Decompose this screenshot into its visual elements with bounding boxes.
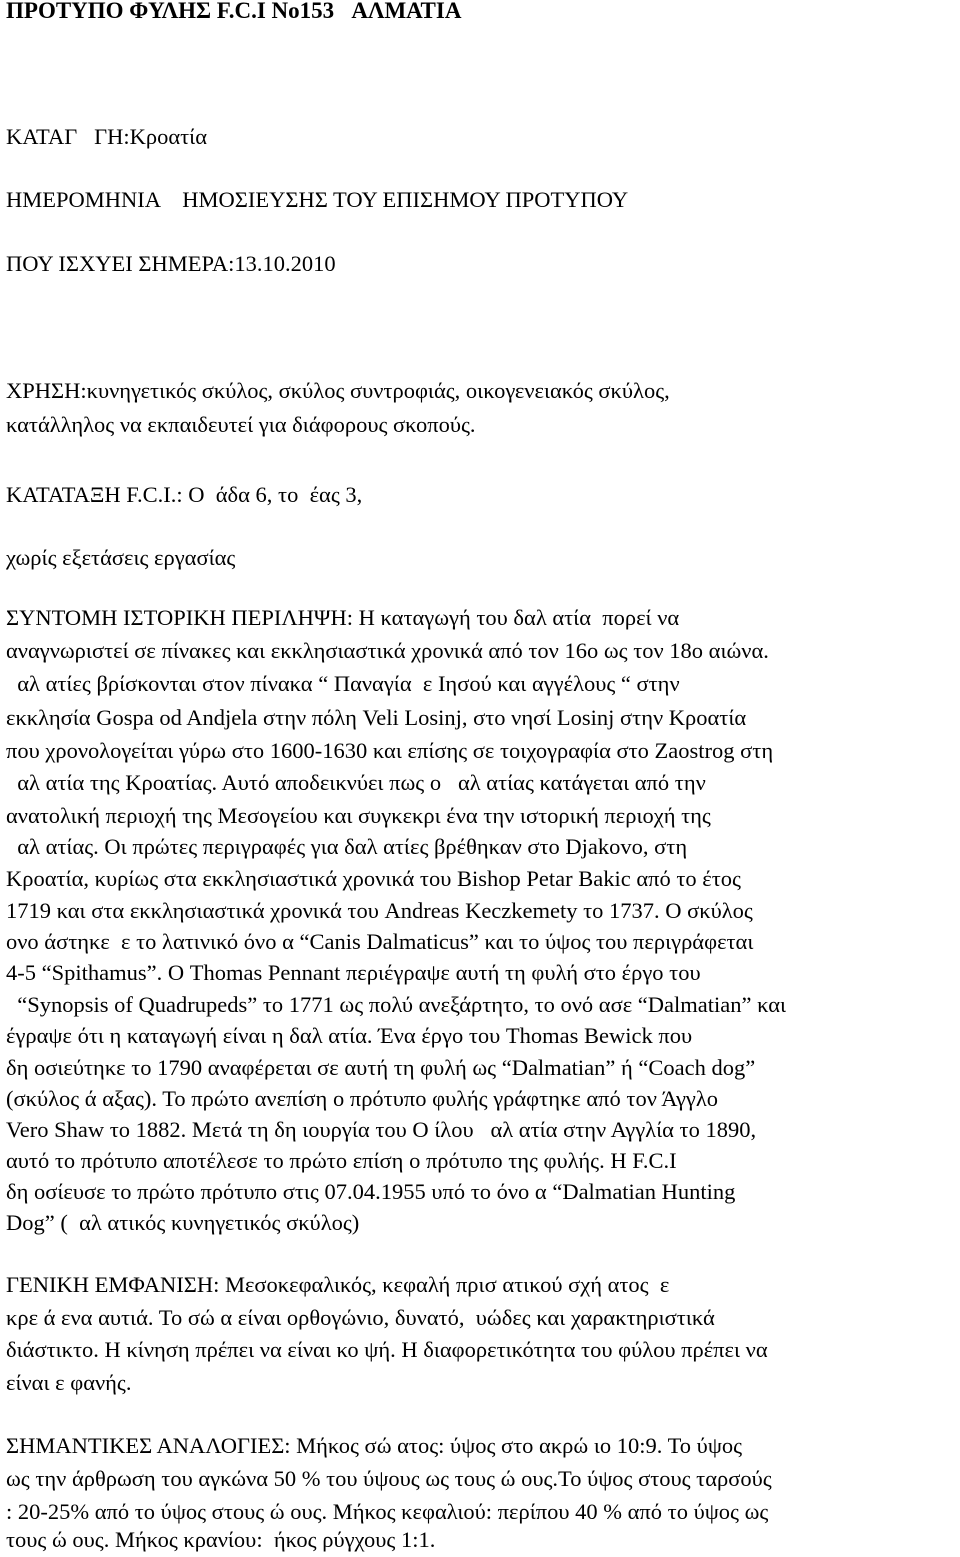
proportions-line: : 20-25% από το ύψος στους ώ ους. Μήκος κεφαλιού: περίπου 40 % από το ύψος ως <box>6 1499 769 1524</box>
classification-line-2: χωρίς εξετάσεις εργασίας <box>6 545 236 570</box>
history-line: αυτό το πρότυπο αποτέλεσε το πρώτο επίση ο πρότυπο της φυλής. Η F.C.I <box>6 1148 677 1173</box>
history-line: Vero Shaw το 1882. Μετά τη δη ιουργία του Ο ίλου αλ ατία στην Αγγλία το 1890, <box>6 1117 757 1142</box>
proportions-line: ΣΗΜΑΝΤΙΚΕΣ ΑΝΑΛΟΓΙΕΣ: Μήκος σώ ατος: ύψος στο ακρώ ιο 10:9. Το ύψος <box>6 1433 743 1458</box>
usage-line-1: ΧΡΗΣΗ:κυνηγετικός σκύλος, σκύλος συντροφιάς, οικογενειακός σκύλος, <box>6 378 670 403</box>
history-line: αναγνωριστεί σε πίνακες και εκκλησιαστικά χρονικά από τον 16ο ως τον 18ο αιώνα. <box>6 638 769 663</box>
proportions-line: ως την άρθρωση του αγκώνα 50 % του ύψους ως τους ώ ους.Το ύψος στους ταρσούς <box>6 1466 772 1491</box>
history-line: αλ ατίας. Οι πρώτες περιγραφές για δαλ ατίες βρέθηκαν στο Djakovo, στη <box>6 834 688 859</box>
history-line: Dog” ( αλ ατικός κυνηγετικός σκύλος) <box>6 1210 360 1235</box>
general-appearance-line: είναι ε φανής. <box>6 1370 132 1395</box>
history-line: εκκλησία Gospa od Andjela στην πόλη Veli Losinj, στο νησί Losinj στην Κροατία <box>6 705 747 730</box>
publication-date-line-2: ΠΟΥ ΙΣΧΥΕΙ ΣΗΜΕΡΑ:13.10.2010 <box>6 251 336 276</box>
history-line: ανατολική περιοχή της Μεσογείου και συγκεκρι ένα την ιστορική περιοχή της <box>6 803 711 828</box>
history-line: 4-5 “Spithamus”. Ο Thomas Pennant περιέγραψε αυτή τη φυλή στο έργο του <box>6 960 701 985</box>
history-line: αλ ατία της Κροατίας. Αυτό αποδεικνύει πως ο αλ ατίας κατάγεται από την <box>6 770 706 795</box>
history-line: που χρονολογείται γύρω στο 1600-1630 και επίσης σε τοιχογραφία στο Zaostrog στη <box>6 738 774 763</box>
general-appearance-line: διάστικτο. Η κίνηση πρέπει να είναι κο ψή. Η διαφορετικότητα του φύλου πρέπει να <box>6 1337 768 1362</box>
origin-line: ΚΑΤΑΓ ΓΗ:Κροατία <box>6 124 208 149</box>
history-line: αλ ατίες βρίσκονται στον πίνακα “ Παναγία ε Ιησού και αγγέλους “ στην <box>6 671 680 696</box>
history-line: ΣΥΝΤΟΜΗ ΙΣΤΟΡΙΚΗ ΠΕΡΙΛΗΨΗ: Η καταγωγή του δαλ ατία πορεί να <box>6 605 680 630</box>
history-line: ονο άστηκε ε το λατινικό όνο α “Canis Dalmaticus” και το ύψος του περιγράφεται <box>6 929 754 954</box>
proportions-line: τους ώ ους. Μήκος κρανίου: ήκος ρύγχους 1:1. <box>6 1527 436 1552</box>
document-title: ΠΡΟΤΥΠΟ ΦΥΛΗΣ F.C.I No153 ΑΛΜΑΤΙΑ <box>6 0 462 23</box>
publication-date-line-1: ΗΜΕΡΟΜΗΝΙΑ ΗΜΟΣΙΕΥΣΗΣ ΤΟΥ ΕΠΙΣΗΜΟΥ ΠΡΟΤΥΠΟΥ <box>6 187 629 212</box>
history-line: “Synopsis of Quadrupeds” το 1771 ως πολύ ανεξάρτητο, το ονό ασε “Dalmatian” και <box>6 992 787 1017</box>
usage-line-2: κατάλληλος να εκπαιδευτεί για διάφορους σκοπούς. <box>6 412 476 437</box>
history-line: δη οσιεύτηκε το 1790 αναφέρεται σε αυτή τη φυλή ως “Dalmatian” ή “Coach dog” <box>6 1055 756 1080</box>
general-appearance-line: κρε ά ενα αυτιά. Το σώ α είναι ορθογώνιο, δυνατό, υώδες και χαρακτηριστικά <box>6 1305 715 1330</box>
classification-line-1: ΚΑΤΑΤΑΞΗ F.C.I.: Ο άδα 6, το έας 3, <box>6 482 363 507</box>
history-line: δη οσίευσε το πρώτο πρότυπο στις 07.04.1955 υπό το όνο α “Dalmatian Hunting <box>6 1179 736 1204</box>
history-line: Κροατία, κυρίως στα εκκλησιαστικά χρονικά του Bishop Petar Bakic από το έτος <box>6 866 741 891</box>
history-line: έγραψε ότι η καταγωγή είναι η δαλ ατία. Ένα έργο του Thomas Bewick που <box>6 1023 693 1048</box>
history-line: (σκύλος ά αξας). Το πρώτο ανεπίση ο πρότυπο φυλής γράφτηκε από τον Άγγλο <box>6 1086 719 1111</box>
general-appearance-line: ΓΕΝΙΚΗ ΕΜΦΑΝΙΣΗ: Μεσοκεφαλικός, κεφαλή πρισ ατικού σχή ατος ε <box>6 1272 670 1297</box>
history-line: 1719 και στα εκκλησιαστικά χρονικά του Andreas Keczkemety το 1737. Ο σκύλος <box>6 898 753 923</box>
